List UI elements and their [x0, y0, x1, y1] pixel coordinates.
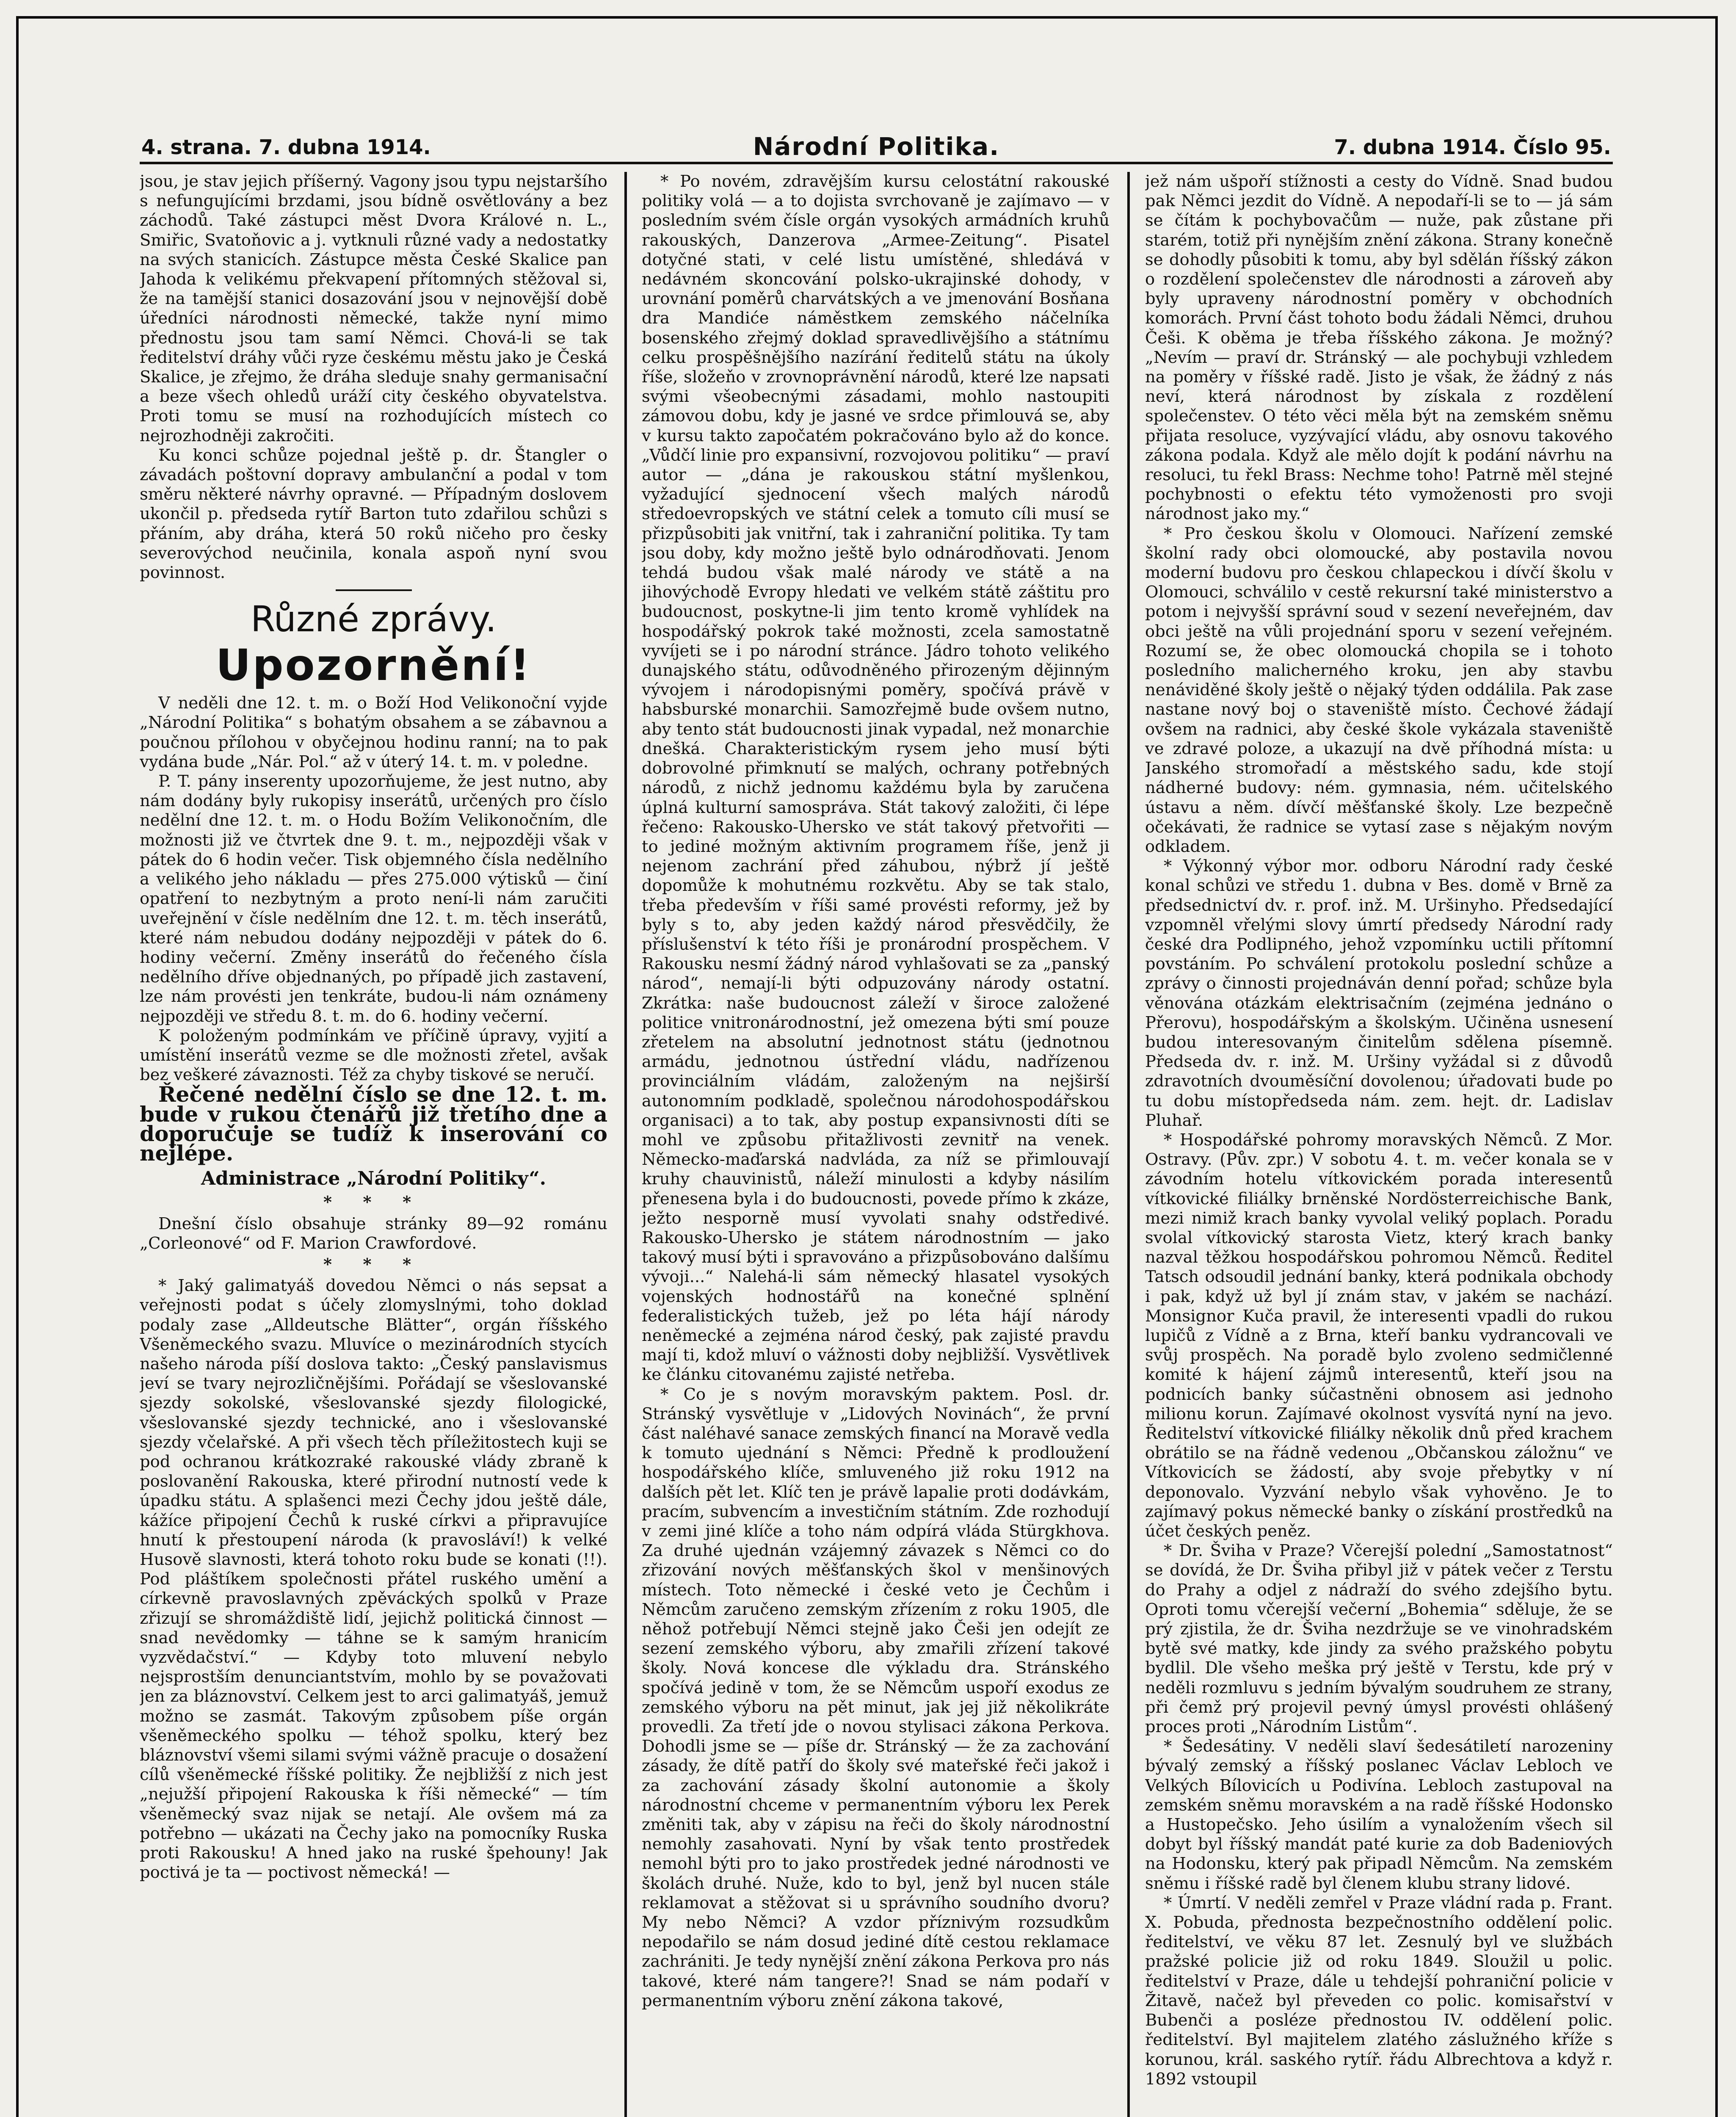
column-2	[642, 172, 1109, 2117]
asterism-2: * * *	[323, 1255, 424, 1274]
asterism: * * *	[323, 1193, 424, 1212]
article-novy-kurs: * Po novém, zdravějším kursu celostátní rakouské politiky volá — a to dojista svrchovaně je zajímavo — v posledním svém čísle orgán vysokých armádních kruhů rakouských, Danzerova „Armee-Zeitung“. Pisatel dotyčné stati, v celé listu umístěné, shledává v nedávném skoncování polsko-ukrajinské dohody, v urovnání poměrů charvátských a ve jmenování Bosňana dra Mandiće náměstkem zemského náčelníka bosenského zřejmý doklad spravedlivějšího a státnímu celku prospěšnějšího nazírání ředitelů státu na úkoly říše, složeňo v zrovnoprávnění národů, které lze napsati svými všeobecnými zásadami, mohlo nastoupiti zámovou dobu, kdy je jasné ve srdce přimlouvá se, aby v kursu takto započatém pokračováno bylo až do konce. „Vůdčí linie pro expansivní, rozvojovou politiku“ — praví autor — „dána je rakouskou státní myšlenkou, vyžadující sjednocení všech malých národů středoevropských ve státní celek a tomuto cíli musí se přizpůsobiti jak vnitřní, tak i zahraniční politika. Ty tam jsou doby, kdy možno ještě bylo odnárodňovati. Jenom tehdá budou však malé národy ve státě a na jihovýchodě Evropy hledati ve velkém státě záštitu pro budoucnost, poskytne-li jim tento kromě vyhlídek na hospodářský pokrok také možnosti, zcela samostatně vyvíjeti se i po národní stránce. Jádro tohoto velikého dunajského státu, odůvodněného přirozeným dějinným vývojem i národopisnými poměry, spočívá právě v habsburské monarchii. Samozřejmě bude ovšem nutno, aby tento stát budoucnosti jinak vypadal, než monarchie dnešká. Charakteristickým rysem jeho musí býti dobrovolné přimknutí se malých, ochrany potřebných národů, z nichž jednomu každému byla by zaručena úplná kulturní samospráva. Stát takový založiti, či lépe řečeno: Rakousko-Uhersko ve stát takový přetvořiti — to jediné možným aktivním programem říše, jenž ji nejenom zachrání před záhubou, nýbrž jí ještě dopomůže k mohutnému rozkvětu. Aby se tak stalo, třeba především v říši samé provésti reformy, jež by byly s to, aby jeden každý národ přesvědčily, že příslušenství k této říši je pronárodní prospěchem. V Rakousku nesmí žádný národ vyhlašovati se za „panský národ“, nemají-li býti odpuzovány národy ostatní. Zkrátka: naše budoucnost záleží v široce založené politice vnitronárodnostní, jež omezena býti smí pouze zřetelem na absolutní jednotnost státu (jednotnou armádu, jednotnou ústřední vládu, nadřízenou provinciálním vládám, založeným na nejširší autonomním podkladě, společnou národohospodářskou organisaci) a to tak, aby postup expansivnosti díti se mohl ve způsobu přitažlivosti zevnitř na venek. Německo-maďarská nadvláda, za níž se přimlouvají kruhy chauvinistů, náleží minulosti a kdyby násilím přenesena byla i do budoucnosti, povede přímo k zkáze, ježto nesporně musí vyvolati snahy odstředivé. Rakousko-Uhersko je státem národnostním — jako takový musí býti i spravováno a přizpůsobováno dalšímu vývoji...“ Nalehá-li sám německý hlasatel vysokých vojenských hodnostářů na konečné splnění federalistických tužeb, jež po léta hájí národy neněmecké a zejména národ český, pak zajisté pravdu mají ti, kdož mluví o vážnosti doby nejbližší. Vysvětlivek ke článku citovanému zajisté netřeba.	[642, 172, 1109, 1385]
article-narodni-rada: * Výkonný výbor mor. odboru Národní rady české konal schůzi ve středu 1. dubna v Bes. domě v Brně za předsednictví dv. r. prof. inž. M. Uršinyho. Předsedající vzpomněl vřelými slovy úmrtí předsedy Národní rady české dra Podlipného, jehož vzpomínku uctili přítomní povstáním. Po schválení protokolu poslední schůze a zprávy o činnosti projednáván denní pořad; schůze byla věnována otázkám elektrisačním (zejména jednáno o Přerovu), hospodářským a školským. Učiněna usnesení budou interesovaným činitelům sdělena písemně. Předseda dv. r. inž. M. Uršiny vyžádal si z důvodů zdravotních dvouměsíční dovolenou; úřadovati bude po tu dobu místopředseda nám. zem. hejt. dr. Ladislav Pluhař.	[1145, 857, 1613, 1130]
section-heading-ruzne-zpravy: Různé zprávy.	[250, 598, 497, 640]
column-1	[140, 172, 607, 2117]
page-date-issue-right: 7. dubna 1914. Číslo 95.	[1334, 135, 1611, 159]
notice-paragraph-2: P. T. pány inserenty upozorňujeme, že jest nutno, aby nám dodány byly rukopisy inserátů, určených pro číslo nedělní dne 12. t. m. o Hodu Božím Velikonočním, dle možnosti již ve čtvrtek dne 9. t. m., nejpozději však v pátek do 6 hodin večer. Tisk objemného čísla nedělního a velikého jeho nákladu — přes 275.000 výtisků — činí opatření to nezbytným a proto není-li nám zaručiti uveřejnění v čísle nedělním dne 12. t. m. těch inserátů, které nám nebudou dodány nejpozději v pátek do 6. hodiny večerní. Změny inserátů do řečeného čísla nedělního dříve objednaných, po případě jich zastavení, lze nám provésti jen tenkráte, budou-li nám oznámeny nejpozději ve středu 8. t. m. do 6. hodiny večerní.	[140, 772, 607, 1026]
notice-paragraph-1: V neděli dne 12. t. m. o Boží Hod Velikonoční vyjde „Národní Politika“ s bohatým obsahem a se zábavnou a poučnou přílohou v obyčejnou hodinu ranní; na to pak vydána bude „Nár. Pol.“ až v úterý 14. t. m. v poledne.	[140, 694, 607, 771]
masthead	[140, 131, 1613, 164]
article-moravsky-pakt: * Co je s novým moravským paktem. Posl. dr. Stránský vysvětluje v „Lidových Novinách“, že první část naléhavé sanace zemských financí na Moravě vedla k tomuto ujednání s Němci: Předně k prodloužení hospodářského klíče, smluveného již roku 1912 na dalších pět let. Klíč ten je právě lapalie proti dodávkám, pracím, subvencím a investičním státním. Zde rozhodují v zemi jiné klíče a toho nám odpírá vláda Stürgkhova. Za druhé ujednán vzájemný závazek s Němci co do zřizování nových měšťanských škol v menšinových místech. Toto německé i české veto je Čechům i Němcům zaručeno zemským zřízením z roku 1905, dle něhož potřebují Němci stejně jako Češi jen odejít ze sezení zemského výboru, aby zmařili zřízení takové školy. Nová koncese dle výkladu dra. Stránského spočívá jedině v tom, že se Němcům uspoří exodus ze zemského výboru na pět minut, jak jej již několikráte provedli. Za třetí jde o novou stylisaci zákona Perkova. Dohodli jsme se — píše dr. Stránský — že za zachování zásady, že dítě patří do školy své mateřské řeči jakož i za zachování zásady školní autonomie a školy národnostní chceme v permanentním výboru lex Perek změniti tak, aby v zápisu na řeči do školy národnostní nemohly zasahovati. Nyní by však tento prostředek nemohl býti pro to jako prostředek jedné národnosti ve školách druhé. Nuže, kdo to byl, jenž byl nucen stále reklamovat a stěžovat si u správního soudního dvoru? My nebo Němci? A vzdor příznivým rozsudkům nepodařilo se nám dosud jediné dítě cestou reklamace zachrániti. Je tedy nynější znění zákona Perkova pro nás takové, které nám tangere?! Snad se nám podaří v permanentním výboru znění zákona takové,	[642, 1385, 1109, 2010]
novel-supplement-note: Dnešní číslo obsahuje stránky 89—92 románu „Corleonové“ od F. Marion Crawfordové.	[140, 1214, 607, 1253]
section-divider	[336, 589, 412, 591]
notice-paragraph-4: Řečené nedělní číslo se dne 12. t. m. bude v rukou čtenářů již třetího dne a doporučuje se tudíž k inserování co nejlépe.	[140, 1082, 607, 1166]
article-galimatyas: * Jaký galimatyáš dovedou Němci o nás sepsat a veřejnosti podat s účely zlomyslnými, toho doklad podaly zase „Alldeutsche Blätter“, orgán říšského Všeněmeckého svazu. Mluvíce o mezinárodních stycích našeho národa píší doslova takto: „Český panslavismus jeví se tvary nejrozličnějšími. Pořádají se všeslovanské sjezdy sokolské, všeslovanské sjezdy filologické, všeslovanské sjezdy technické, ano i všeslovanské sjezdy včelařské. A při všech těch příležitostech kuji se pod ochranou krátkozraké rakouské vlády zbraně k poslovanění Rakouska, které přirodní nutností vede k úpadku státu. A splašenci mezi Čechy jdou ještě dále, kážíce připojení Čechů k ruské církvi a připravujíce hnutí k přestoupení národa (k pravosláví!) k velké Husově slavnosti, která tohoto roku bude se konati (!!). Pod pláštíkem společnosti přátel ruského umění a církevně pravoslavných zpěváckých spolků v Praze zřizují se shromáždiště lidí, jejichž politická činnost — snad nevědomky — táhne se k samým hranicím vyzvědačství.“ — Kdyby toto mluvení nebylo nejsprostším denunciantstvím, mohlo by se považovati jen za bláznovství. Celkem jest to arci galimatyáš, jemuž možno se zasmát. Takovým způsobem píše orgán všeněmeckého spolku — téhož spolku, který bez bláznovství všemi silami svými vážně pracuje o dosažení cílů všeněmecké říšské politiky. Že nejbližší z nich jest „nejužší připojení Rakouska k říši německé“ — tím všeněmecký svaz nijak se netají. Ale ovšem má za potřebno — ukázati na Čechy jako na pomocníky Ruska proti Rakousku! A hned jako na ruské špehouny! Jak poctivá je ta — poctivost německá! —	[140, 1276, 607, 1882]
notice-paragraph-3: K položeným podmínkám ve příčině úpravy, vyjití a umístění inserátů vezme se dle možnosti zřetel, avšak bez veškeré závaznosti. Též za chyby tiskové se neručí.	[140, 1026, 607, 1085]
article-moravsky-pakt-end: jež nám ušpoří stížnosti a cesty do Vídně. Snad budou pak Němci jezdit do Vídně. A nepodaří-li se to — já sám se čítám k pochybovačům — nuže, pak zůstane při starém, totiž při nynějším znění zákona. Strany konečně se dohodly působiti k tomu, aby byl sdělán říšský zákon o rozdělení společenstev dle národnosti a zároveň aby byly upraveny národnostní poměry v obchodních komorách. První část tohoto bodu žádali Němci, druhou Češi. K oběma je třeba říšského zákona. Je možný? „Nevím — praví dr. Stránský — ale pochybuji vzhledem na poměry v říšské radě. Jisto je však, že žádný z nás neví, která národnost by získala z rozdělení společenstev. O této věci měla být na zemském sněmu přijata resoluce, vyzývající vládu, aby osnovu takového zákona podala. Když ale mělo dojít k podání návrhu na resoluci, tu řekl Brass: Nechme toho! Patrně měl stejné pochybnosti o efektu této vymoženosti pro svoji národnost jako my.“	[1145, 172, 1613, 524]
article-railway-end: jsou, je stav jejich příšerný. Vagony jsou typu nejstaršího s nefungujícími brzdami, jsou bídně osvětlovány a bez záchodů. Také zástupci měst Dvora Králové n. L., Smiřic, Svatoňovic a j. vytknuli různé vady a nedostatky na svých stanicích. Zástupce města České Skalice pan Jahoda k velikému překvapení přítomných stěžoval si, že na tamější stanici dosazování jsou v nejnovější době úředníci národnosti německé, takže nyní mimo přednostu jsou tam samí Němci. Chová-li se tak ředitelství dráhy vůči ryze českému městu jako je Česká Skalice, je zřejmo, že dráha sleduje snahy germanisační a beze všech ohledů uráží city českého obyvatelstva. Proti tomu se musí na rozhodujících místech co nejrozhodněji zakročiti.	[140, 172, 607, 445]
article-skola-olomouc: * Pro českou školu v Olomouci. Nařízení zemské školní rady obci olomoucké, aby postavila novou moderní budovu pro českou chlapeckou i dívčí školu v Olomouci, schválilo v cestě rekursní také ministerstvo a potom i nejvyšší správní soud v sezení neveřejném, dav obci ještě na vůli projednání sporu v sezení veřejném. Rozumí se, že obec olomoucká chopila se i tohoto posledního malicherného kroku, jen aby stavbu nenáviděné školy ještě o nějaký týden oddálila. Pak zase nastane nový boj o staveniště místo. Čechové žádají ovšem na radnici, aby české škole vykázala staveniště ve zdravé poloze, a ukazují na dvě příhodná místa: u Janského stromořadí a městského sadu, kde stojí nádherné budovy: ném. gymnasia, ném. učitelského ústavu a něm. dívčí měšťanské školy. Lze bezpečně očekávati, že radnice se vytasí zase s nějakým novým odkladem.	[1145, 524, 1613, 856]
notice-heading-upozorneni: Upozornění!	[215, 640, 532, 691]
columns	[140, 172, 1613, 2117]
page-date-left: 4. strana. 7. dubna 1914.	[141, 135, 431, 159]
article-sedesatiny: * Šedesátiny. V neděli slaví šedesátiletí narozeniny bývalý zemský a říšský poslanec Václav Lebloch ve Velkých Bílovicích u Podivína. Lebloch zastupoval na zemském sněmu moravském a na radě říšské Hodonsko a Hustopečsko. Jeho úsilím a vynaložením všech sil dobyt byl říšský mandát paté kurie za dob Badeniových na Hodonsku, který pak připadl Němcům. Na zemském sněmu i říšské radě byl členem klubu strany lidové.	[1145, 1737, 1613, 1893]
newspaper-title: Národní Politika.	[753, 132, 1000, 161]
article-railway-closing: Ku konci schůze pojednal ještě p. dr. Štangler o závadách poštovní dopravy ambulanční a podal v tom směru některé návrhy opravné. — Případným doslovem ukončil p. předseda rytíř Barton tuto zdařilou schůzi s přáním, aby dráha, která 50 roků ničeho pro česky severovýchod neučinila, konala aspoň nyní svou povinnost.	[140, 445, 607, 583]
newspaper-page	[140, 131, 1613, 2117]
column-3	[1145, 172, 1613, 2117]
article-umrti: * Úmrtí. V neděli zemřel v Praze vládní rada p. Frant. X. Pobuda, přednosta bezpečnostního oddělení polic. ředitelství, ve věku 87 let. Zesnulý byl ve službách pražské policie již od roku 1849. Sloužil u polic. ředitelství v Praze, dále u tehdejší pohraniční policie v Žitavě, načež byl převeden co polic. komisařství v Bubenči a posléze přednostou IV. oddělení polic. ředitelství. Byl majitelem zlatého záslužného kříže s korunou, král. saského rytíř. řádu Albrechtova a když r. 1892 vstoupil	[1145, 1893, 1613, 2089]
article-hospodarske-pohromy: * Hospodářské pohromy moravských Němců. Z Mor. Ostravy. (Pův. zpr.) V sobotu 4. t. m. večer konala se v závodním hotelu vítkovickém porada interesentů vítkovické filiálky brněnské Nordösterreichische Bank, mezi nimiž krach banky vyvolal veliký poplach. Poradu svolal vítkovický starosta Vietz, který krach banky nazval těžkou hospodářskou pohromou Němců. Ředitel Tatsch odsoudil jednání banky, která podnikala obchody i pak, když už byl jí znám stav, v jakém se nachází. Monsignor Kuča pravil, že interesenti vpadli do rukou lupičů z Vídně a z Brna, kteří banku vydrancovali ve svůj prospěch. Na poradě bylo zvoleno sedmičlenné komité k hájení zájmů interesentů, kteří jsou na podnicích banky súčastněni obnosem asi jednoho milionu korun. Zajímavé okolnost vysvítá nyní na jevo. Ředitelství vítkovické filiálky několik dnů před krachem obrátilo se na řádně vedenou „Občanskou záložnu“ ve Vítkovicích se žádostí, aby svoje přebytky v ní deponovalo. Vyzvání nebylo však vyhověno. Je to zajímavý pokus německé banky o získání prostředků na účet českých peněz.	[1145, 1130, 1613, 1541]
notice-signature: Administrace „Národní Politiky“.	[201, 1168, 546, 1190]
article-dr-sviha: * Dr. Šviha v Praze? Včerejší polední „Samostatnost“ se dovídá, že Dr. Šviha přibyl již v pátek večer z Terstu do Prahy a odjel z nádraží do svého zdejšího bytu. Oproti tomu včerejší večerní „Bohemia“ sděluje, že se prý zjistila, že dr. Šviha nezdržuje se ve vinohradském bytě své matky, kde jindy za svého pražského pobytu bydlil. Dle všeho meška prý ještě v Terstu, kde prý v neděli rozmluvu s jedním bývalým soudruhem ze strany, při čemž prý projevil pevný úmysl provésti ohlášený proces proti „Národním Listům“.	[1145, 1541, 1613, 1737]
